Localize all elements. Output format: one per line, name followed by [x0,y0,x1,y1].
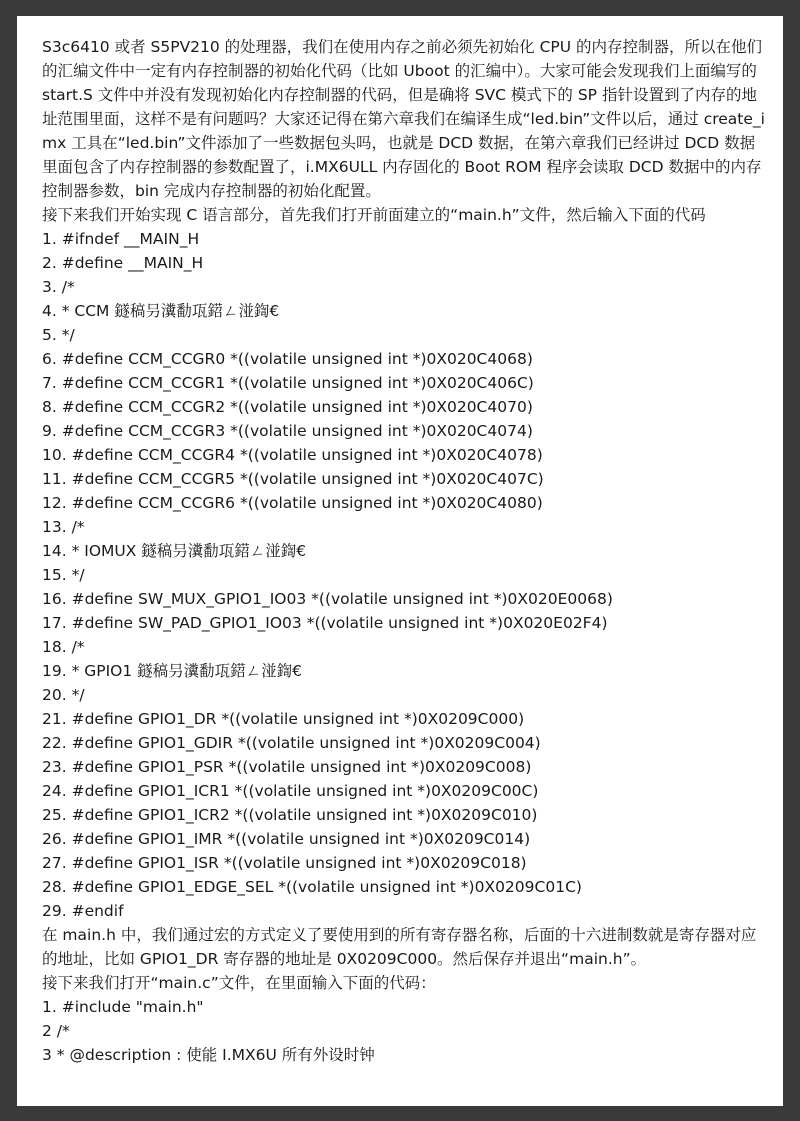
code-line: 25. #define GPIO1_ICR2 *((volatile unsigned int *)0X0209C010) [42,806,538,824]
code-line: 7. #define CCM_CCGR1 *((volatile unsigned int *)0X020C406C) [42,374,534,392]
code-line: 26. #define GPIO1_IMR *((volatile unsigned int *)0X0209C014) [42,830,531,848]
code-line: 11. #define CCM_CCGR5 *((volatile unsigned int *)0X020C407C) [42,470,544,488]
code-line: 27. #define GPIO1_ISR *((volatile unsigned int *)0X0209C018) [42,854,527,872]
code-line: 1. #ifndef __MAIN_H [42,230,200,248]
code-line: 20. */ [42,686,85,704]
code-line: 3 * @description : 使能 I.MX6U 所有外设时钟 [42,1046,375,1064]
code-line: 15. */ [42,566,85,584]
code-line: 1. #include "main.h" [42,998,204,1016]
code-line: 8. #define CCM_CCGR2 *((volatile unsigned int *)0X020C4070) [42,398,533,416]
code-line: 19. * GPIO1 鐩稿叧瀵勫瓨鍣ㄥ湴鍧€ [42,662,303,680]
code-listing-main-h [42,227,767,923]
code-line: 12. #define CCM_CCGR6 *((volatile unsigned int *)0X020C4080) [42,494,543,512]
code-line: 18. /* [42,638,85,656]
main-c-intro: 接下来我们打开“main.c”文件，在里面输入下面的代码： [42,974,436,992]
intro-paragraph: S3c6410 或者 S5PV210 的处理器，我们在使用内存之前必须先初始化 CPU 的内存控制器，所以在他们的汇编文件中一定有内存控制器的初始化代码（比如 Uboot 的汇编中）。大家可能会发现我们上面编写的 start.S 文件中并没有发现初始化内存控制器的代码，但是确将 SVC 模式下的 SP 指针设置到了内存的地址范围里面，这样不是有问题吗？大家还记得在第六章我们在编译生成“led.bin”文件以后，通过 create_imx 工具在“led.bin”文件添加了一些数据包头吗，也就是 DCD 数据，在第六章我们已经讲过 DCD 数据里面包含了内存控制器的参数配置了，i.MX6ULL 内存固化的 Boot ROM 程序会读取 DCD 数据中的内存控制器参数，bin 完成内存控制器的初始化配置。 [42,38,765,200]
code-line: 13. /* [42,518,85,536]
document-page [17,16,783,1106]
code-line: 6. #define CCM_CCGR0 *((volatile unsigned int *)0X020C4068) [42,350,533,368]
code-line: 14. * IOMUX 鐩稿叧瀵勫瓨鍣ㄥ湴鍧€ [42,542,307,560]
code-line: 9. #define CCM_CCGR3 *((volatile unsigned int *)0X020C4074) [42,422,533,440]
code-line: 5. */ [42,326,75,344]
code-line: 28. #define GPIO1_EDGE_SEL *((volatile unsigned int *)0X0209C01C) [42,878,582,896]
code-line: 16. #define SW_MUX_GPIO1_IO03 *((volatile unsigned int *)0X020E0068) [42,590,613,608]
code-line: 10. #define CCM_CCGR4 *((volatile unsigned int *)0X020C4078) [42,446,543,464]
main-h-intro: 接下来我们开始实现 C 语言部分，首先我们打开前面建立的“main.h”文件，然后输入下面的代码 [42,206,706,224]
code-line: 3. /* [42,278,75,296]
code-line: 21. #define GPIO1_DR *((volatile unsigned int *)0X0209C000) [42,710,525,728]
code-line: 29. #endif [42,902,124,920]
code-line: 17. #define SW_PAD_GPIO1_IO03 *((volatile unsigned int *)0X020E02F4) [42,614,608,632]
code-line: 23. #define GPIO1_PSR *((volatile unsigned int *)0X0209C008) [42,758,532,776]
code-line: 22. #define GPIO1_GDIR *((volatile unsigned int *)0X0209C004) [42,734,541,752]
explain-paragraph: 在 main.h 中，我们通过宏的方式定义了要使用到的所有寄存器名称，后面的十六进制数就是寄存器对应的地址，比如 GPIO1_DR 寄存器的地址是 0X0209C000。然后保存并退出“main.h”。 [42,926,757,968]
code-line: 4. * CCM 鐩稿叧瀵勫瓨鍣ㄥ湴鍧€ [42,302,280,320]
document-content [42,35,767,1067]
code-listing-main-c [42,995,767,1067]
code-line: 24. #define GPIO1_ICR1 *((volatile unsigned int *)0X0209C00C) [42,782,539,800]
code-line: 2. #define __MAIN_H [42,254,204,272]
code-line: 2 /* [42,1022,70,1040]
